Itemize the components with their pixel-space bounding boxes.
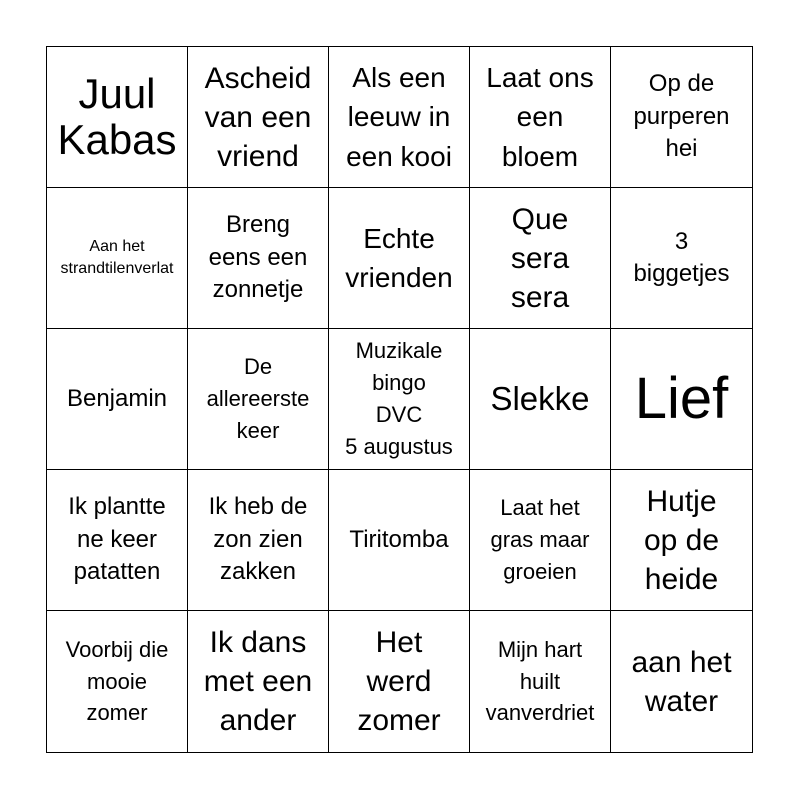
bingo-cell-text: Mijn hart huilt vanverdriet xyxy=(485,636,595,726)
bingo-cell[interactable] xyxy=(329,611,470,752)
bingo-cell[interactable] xyxy=(188,329,329,470)
bingo-cell[interactable] xyxy=(47,329,188,470)
bingo-cell[interactable] xyxy=(329,470,470,611)
bingo-cell-text: Ik heb de zon zien zakken xyxy=(208,493,308,586)
bingo-cell[interactable] xyxy=(47,47,188,188)
bingo-cell[interactable] xyxy=(329,188,470,329)
bingo-cell-text: Als een leeuw in een kooi xyxy=(346,62,452,172)
bingo-cell[interactable] xyxy=(611,470,752,611)
bingo-cell-text: Ik dans met een ander xyxy=(203,626,313,737)
bingo-cell[interactable] xyxy=(329,329,470,470)
bingo-board xyxy=(46,46,753,753)
bingo-cell-text: 3 biggetjes xyxy=(633,227,730,287)
bingo-cell-text: Muzikale bingo DVC 5 augustus xyxy=(345,338,453,459)
bingo-cell[interactable] xyxy=(611,188,752,329)
bingo-cell-text: Juul Kabas xyxy=(57,69,177,163)
bingo-cell-text: Lief xyxy=(634,365,729,431)
bingo-cell[interactable] xyxy=(188,188,329,329)
bingo-cell-text: Breng eens een zonnetje xyxy=(208,211,308,304)
bingo-cell-text: Op de purperen hei xyxy=(633,70,730,163)
bingo-cell[interactable] xyxy=(611,47,752,188)
bingo-cell[interactable] xyxy=(188,47,329,188)
bingo-cell-text: Laat ons een bloem xyxy=(486,62,594,172)
bingo-cell[interactable] xyxy=(470,47,611,188)
bingo-cell-text: aan het water xyxy=(631,645,732,718)
bingo-cell[interactable] xyxy=(47,188,188,329)
bingo-cell[interactable] xyxy=(329,47,470,188)
bingo-cell[interactable] xyxy=(470,470,611,611)
bingo-cell[interactable] xyxy=(470,611,611,752)
bingo-cell-text: De allereerste keer xyxy=(206,354,310,443)
bingo-cell-text: Ik plantte ne keer patatten xyxy=(68,493,166,586)
bingo-cell-text: Aan het strandtilenverlat xyxy=(60,238,174,277)
bingo-cell-text: Voorbij die mooie zomer xyxy=(65,636,169,726)
bingo-cell[interactable] xyxy=(47,470,188,611)
bingo-cell[interactable] xyxy=(611,329,752,470)
bingo-cell[interactable] xyxy=(188,470,329,611)
bingo-cell[interactable] xyxy=(470,188,611,329)
bingo-cell[interactable] xyxy=(470,329,611,470)
bingo-cell-text: Tiritomba xyxy=(349,525,449,553)
bingo-cell-text: Hutje op de heide xyxy=(643,484,720,596)
bingo-cell[interactable] xyxy=(188,611,329,752)
bingo-cell[interactable] xyxy=(611,611,752,752)
bingo-cell-text: Slekke xyxy=(490,379,590,417)
bingo-cell-text: Laat het gras maar groeien xyxy=(490,495,590,584)
bingo-cell-text: Benjamin xyxy=(66,384,168,412)
bingo-cell-text: Que sera sera xyxy=(510,202,570,314)
bingo-cell-text: Ascheid van een vriend xyxy=(204,61,312,173)
bingo-cell-text: Echte vrienden xyxy=(345,222,453,293)
bingo-cell-text: Het werd zomer xyxy=(357,626,441,737)
bingo-cell[interactable] xyxy=(47,611,188,752)
